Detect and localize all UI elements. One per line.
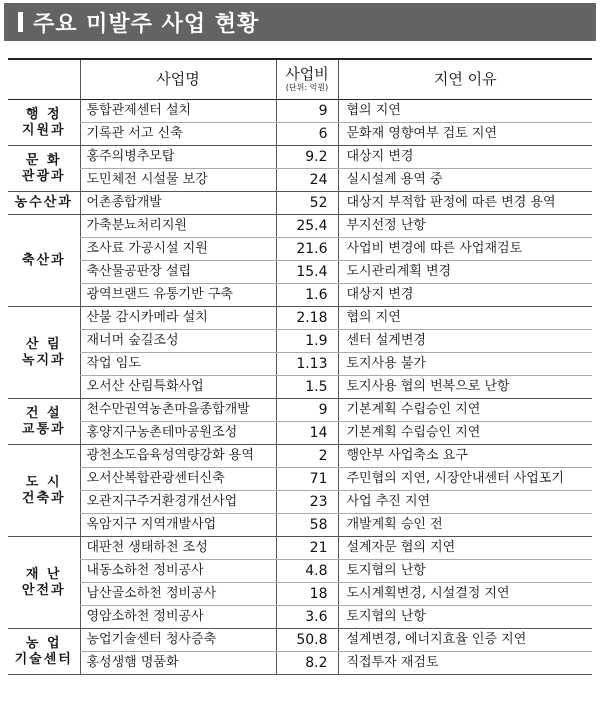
project-name: 농업기술센터 청사증축 (80, 628, 276, 651)
delay-reason: 기본계획 수립승인 지연 (338, 421, 592, 444)
project-name: 홍주의병추모탑 (80, 145, 276, 168)
dept-cell (8, 306, 80, 398)
table-row (8, 191, 592, 214)
table-row (8, 444, 592, 467)
table-row (8, 145, 592, 168)
table-row (8, 237, 592, 260)
table-row (8, 283, 592, 306)
cost-unit-label: (단위: 억원) (285, 83, 329, 93)
dept-label: 축산과 (21, 252, 66, 268)
project-cost: 25.4 (276, 214, 338, 237)
project-cost: 21.6 (276, 237, 338, 260)
dept-cell (8, 191, 80, 214)
dept-cell (8, 214, 80, 306)
dept-label: 녹지과 (21, 352, 66, 368)
project-cost: 15.4 (276, 260, 338, 283)
project-name: 조사료 가공시설 지원 (80, 237, 276, 260)
delay-reason: 협의 지연 (338, 99, 592, 122)
delay-reason: 도시계획변경, 시설결정 지연 (338, 582, 592, 605)
project-cost: 58 (276, 513, 338, 536)
project-table (8, 58, 592, 675)
table-row (8, 352, 592, 375)
project-cost: 23 (276, 490, 338, 513)
table-row (8, 467, 592, 490)
table-row (8, 421, 592, 444)
dept-label: 교통과 (21, 421, 66, 437)
dept-label: 산 림 (25, 336, 62, 352)
project-cost: 9 (276, 99, 338, 122)
project-cost: 21 (276, 536, 338, 559)
project-name: 기록관 서고 신축 (80, 122, 276, 145)
dept-label: 재 난 (25, 566, 62, 582)
table-row (8, 490, 592, 513)
project-header: 사업명 (80, 59, 276, 99)
delay-reason: 부지선정 난항 (338, 214, 592, 237)
dept-label: 건 설 (25, 405, 62, 421)
project-cost: 52 (276, 191, 338, 214)
delay-reason: 토지사용 협의 번복으로 난항 (338, 375, 592, 398)
table-row (8, 375, 592, 398)
delay-reason: 주민협의 지연, 시장안내센터 사업포기 (338, 467, 592, 490)
dept-cell (8, 145, 80, 191)
table-row (8, 628, 592, 651)
project-cost: 2 (276, 444, 338, 467)
dept-label: 농 업 (25, 635, 62, 651)
table-row (8, 559, 592, 582)
delay-reason: 토지협의 난항 (338, 605, 592, 628)
project-name: 통합관제센터 설치 (80, 99, 276, 122)
delay-reason: 실시설계 용역 중 (338, 168, 592, 191)
project-cost: 14 (276, 421, 338, 444)
project-name: 어촌종합개발 (80, 191, 276, 214)
delay-reason: 토지사용 불가 (338, 352, 592, 375)
delay-reason: 설계자문 협의 지연 (338, 536, 592, 559)
project-cost: 71 (276, 467, 338, 490)
project-name: 대판천 생태하천 조성 (80, 536, 276, 559)
table-row (8, 306, 592, 329)
project-cost: 24 (276, 168, 338, 191)
dept-label: 기술센터 (14, 651, 73, 667)
table-row (8, 122, 592, 145)
cost-header (276, 59, 338, 99)
project-name: 가축분뇨처리지원 (80, 214, 276, 237)
table-row (8, 168, 592, 191)
project-name: 남산골소하천 정비공사 (80, 582, 276, 605)
dept-label: 행 정 (25, 106, 62, 122)
project-name: 오서산복합관광센터신축 (80, 467, 276, 490)
title-bullet-icon (18, 12, 23, 32)
delay-reason: 문화재 영향여부 검토 지연 (338, 122, 592, 145)
table-row (8, 398, 592, 421)
project-cost: 8.2 (276, 651, 338, 674)
dept-label: 관광과 (21, 168, 66, 184)
project-name: 내동소하천 정비공사 (80, 559, 276, 582)
project-name: 홍양지구농촌테마공원조성 (80, 421, 276, 444)
delay-reason: 센터 설계변경 (338, 329, 592, 352)
project-name: 재너머 숲길조성 (80, 329, 276, 352)
delay-reason: 토지협의 난항 (338, 559, 592, 582)
delay-reason: 사업 추진 지연 (338, 490, 592, 513)
dept-cell (8, 99, 80, 145)
project-name: 천수만권역농촌마을종합개발 (80, 398, 276, 421)
delay-reason: 대상지 변경 (338, 283, 592, 306)
delay-reason: 개발계획 승인 전 (338, 513, 592, 536)
project-cost: 1.5 (276, 375, 338, 398)
project-name: 산불 감시카메라 설치 (80, 306, 276, 329)
project-cost: 4.8 (276, 559, 338, 582)
project-name: 작업 임도 (80, 352, 276, 375)
project-cost: 6 (276, 122, 338, 145)
delay-reason: 사업비 변경에 따른 사업재검토 (338, 237, 592, 260)
project-cost: 2.18 (276, 306, 338, 329)
delay-reason: 직접투자 재검토 (338, 651, 592, 674)
dept-label: 농수산과 (14, 195, 73, 210)
project-cost: 50.8 (276, 628, 338, 651)
delay-reason: 도시관리계획 변경 (338, 260, 592, 283)
table-row (8, 536, 592, 559)
project-name: 도민체전 시설물 보강 (80, 168, 276, 191)
table-row (8, 99, 592, 122)
table-row (8, 260, 592, 283)
delay-reason: 기본계획 수립승인 지연 (338, 398, 592, 421)
reason-header: 지연 이유 (338, 59, 592, 99)
project-name: 홍성생햄 명품화 (80, 651, 276, 674)
cost-header-label: 사업비 (285, 64, 329, 83)
dept-label: 건축과 (21, 490, 66, 506)
page-title: 주요 미발주 사업 현황 (33, 11, 260, 37)
delay-reason: 행안부 사업축소 요구 (338, 444, 592, 467)
project-cost: 18 (276, 582, 338, 605)
dept-cell (8, 398, 80, 444)
project-name: 오서산 산림특화사업 (80, 375, 276, 398)
dept-header (8, 59, 80, 99)
table-body (8, 99, 592, 674)
dept-cell (8, 628, 80, 674)
project-name: 광역브랜드 유통기반 구축 (80, 283, 276, 306)
dept-cell (8, 536, 80, 628)
project-name: 영암소하천 정비공사 (80, 605, 276, 628)
project-cost: 9 (276, 398, 338, 421)
table-row (8, 329, 592, 352)
project-cost: 1.9 (276, 329, 338, 352)
delay-reason: 대상지 변경 (338, 145, 592, 168)
table-header-row (8, 59, 592, 99)
project-cost: 1.13 (276, 352, 338, 375)
dept-label: 지원과 (21, 122, 66, 138)
project-cost: 1.6 (276, 283, 338, 306)
table-row (8, 214, 592, 237)
dept-label: 도 시 (25, 474, 62, 490)
project-cost: 3.6 (276, 605, 338, 628)
title-bar (4, 3, 596, 41)
table-row (8, 582, 592, 605)
delay-reason: 설계변경, 에너지효율 인증 지연 (338, 628, 592, 651)
dept-cell (8, 444, 80, 536)
project-name: 옥암지구 지역개발사업 (80, 513, 276, 536)
delay-reason: 대상지 부적합 판정에 따른 변경 용역 (338, 191, 592, 214)
dept-label: 문 화 (25, 152, 62, 168)
project-name: 오관지구주거환경개선사업 (80, 490, 276, 513)
project-name: 광천소도읍육성역량강화 용역 (80, 444, 276, 467)
table-row (8, 605, 592, 628)
project-name: 축산물공판장 설립 (80, 260, 276, 283)
table-row (8, 513, 592, 536)
dept-label: 안전과 (21, 582, 66, 598)
table-row (8, 651, 592, 674)
project-cost: 9.2 (276, 145, 338, 168)
delay-reason: 협의 지연 (338, 306, 592, 329)
